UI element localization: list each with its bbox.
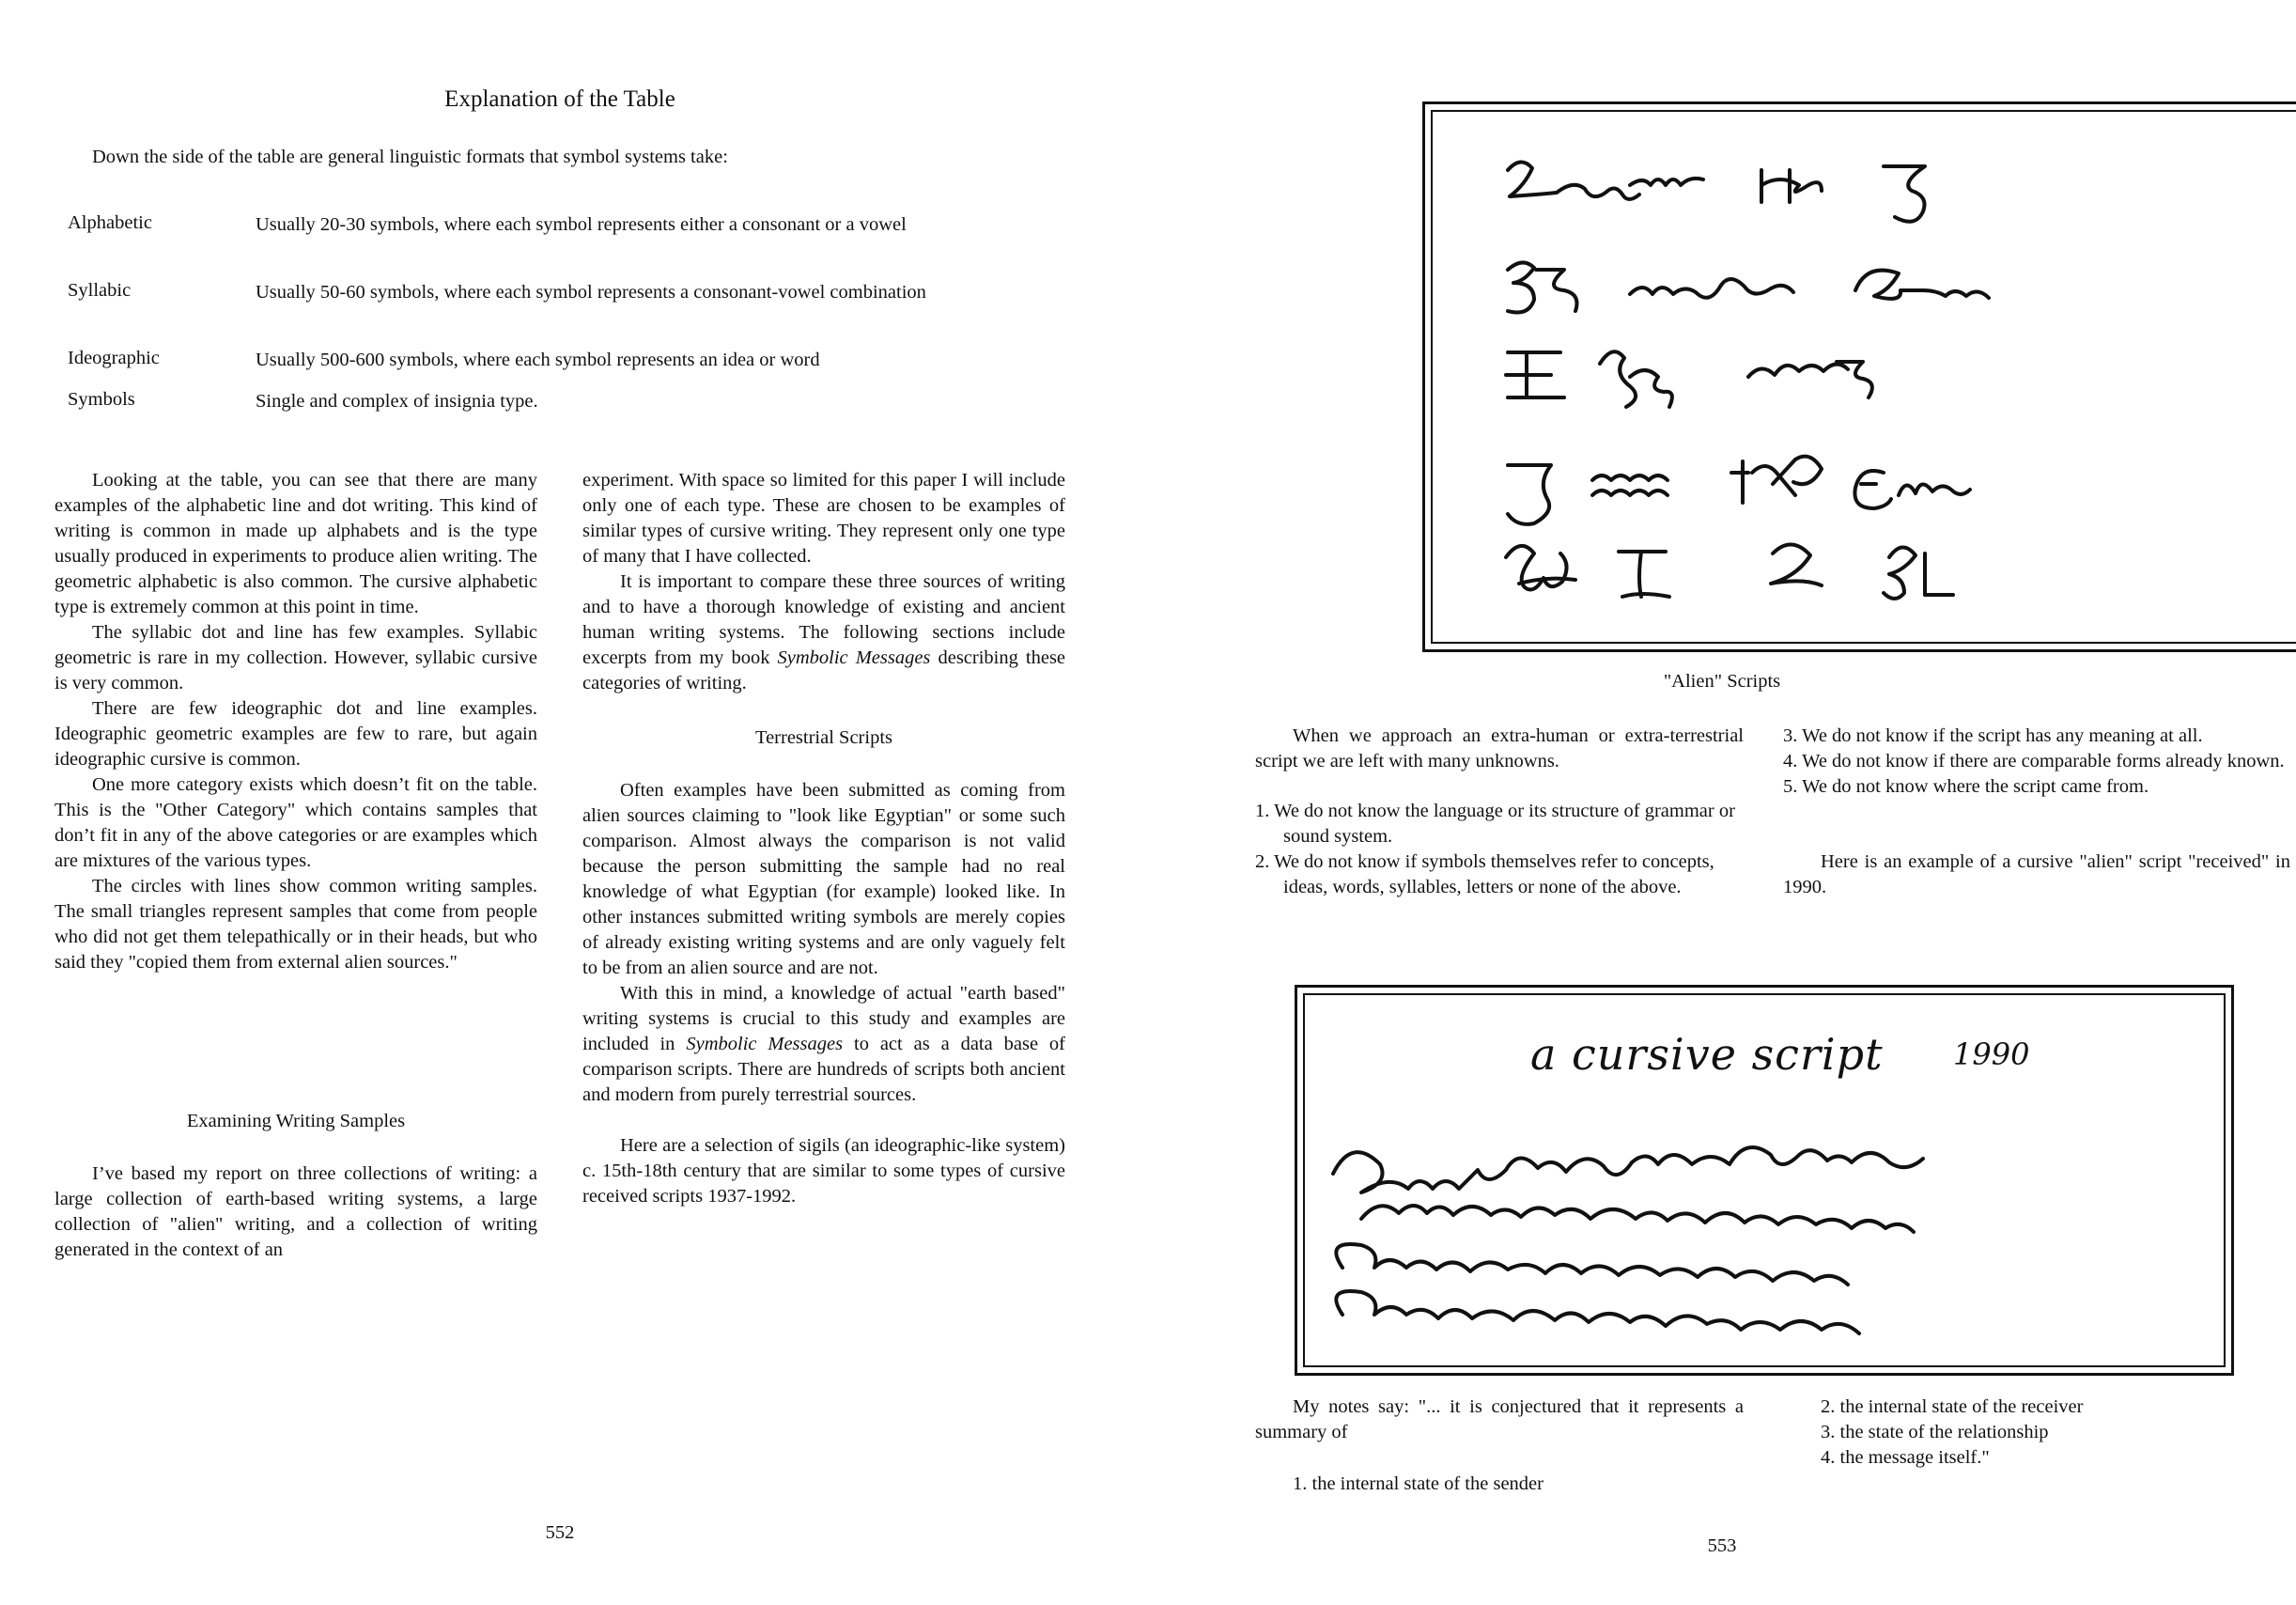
paragraph: My notes say: "... it is conjectured that it represents a summary of [1255, 1396, 1744, 1442]
book-title: Symbolic Messages [777, 647, 931, 668]
paragraph: There are few ideographic dot and line examples. Ideographic geometric examples are few to rare, but again ideographic cursive is common. [54, 698, 537, 770]
right-column-lower [582, 778, 1065, 1209]
page-title: Explanation of the Table [444, 86, 675, 112]
format-term-syllabic: Syllabic [68, 280, 132, 301]
list-item: 2. We do not know if symbols themselves refer to concepts, ideas, words, syllables, letters or none of the above. [1255, 851, 1714, 897]
format-term-symbols: Symbols [68, 389, 135, 410]
list-item: 2. the internal state of the receiver [1821, 1396, 2084, 1417]
page-number: 553 [1707, 1535, 1737, 1556]
notes-list-a [1293, 1472, 1744, 1497]
figure-inner-border [1431, 110, 2296, 644]
section-heading-examining: Examining Writing Samples [186, 1111, 406, 1131]
unknowns-list-a [1255, 799, 1744, 900]
notes-intro [1255, 1395, 1744, 1445]
paragraph: Looking at the table, you can see that there are many examples of the alphabetic line and dot writing. This kind of writing is common in made up alphabets and is the type usually produced in experiments to produce alien writing. The geometric alphabetic is also common. The cursive alphabetic type is extremely common at this point in time. [54, 470, 537, 617]
handwritten-scribbles [1305, 995, 2229, 1371]
list-item: 3. We do not know if the script has any meaning at all. [1783, 725, 2203, 746]
paragraph: The circles with lines show common writing samples. The small triangles represent samples that come from people who did not get them telepathically or in their heads, but who said they "copied them from external alien sources." [54, 876, 537, 973]
format-def-syllabic: Usually 50-60 symbols, where each symbol represents a consonant-vowel combination [256, 282, 926, 303]
page-number: 552 [545, 1522, 575, 1543]
handwritten-year: 1990 [1953, 1036, 2030, 1072]
format-def-ideographic: Usually 500-600 symbols, where each symbol represents an idea or word [256, 350, 820, 370]
left-column-final [54, 1161, 537, 1263]
list-item: 4. We do not know if there are comparable forms already known. [1783, 751, 2285, 771]
right-page [1148, 0, 2296, 1605]
paragraph: Here are a selection of sigils (an ideographic-like system) c. 15th-18th century that are similar to some types of cursive received scripts 1937-1992. [582, 1135, 1065, 1207]
right-column [582, 468, 1065, 696]
paragraph: experiment. With space so limited for this paper I will include only one of each type. These are chosen to be examples of similar types of cursive writing. They represent only one type of many that I have collected. [582, 470, 1065, 567]
handwritten-label: a cursive script [1530, 1029, 1884, 1080]
unknowns-list-b [1783, 724, 2290, 800]
paragraph: The syllabic dot and line has few examples. Syllabic geometric is rare in my collection. However, syllabic cursive is very common. [54, 622, 537, 693]
format-definition-list [68, 212, 1007, 419]
list-item: 1. We do not know the language or its structure of grammar or sound system. [1255, 801, 1735, 847]
list-item: 5. We do not know where the script came from. [1783, 776, 2149, 797]
list-item: 3. the state of the relationship [1821, 1422, 2049, 1442]
example-text [1783, 849, 2290, 900]
list-item: 1. the internal state of the sender [1293, 1473, 1544, 1494]
alien-script-glyphs [1433, 112, 2296, 647]
format-term-alphabetic: Alphabetic [68, 212, 152, 233]
paragraph: I’ve based my report on three collections of writing: a large collection of earth-based writing systems, a large collection of "alien" writing, and a collection of writing generated in the context of an [54, 1163, 537, 1260]
paragraph: One more category exists which doesn’t fit on the table. This is the "Other Category" which contains samples that don’t fit in any of the above categories or are examples which are mixtures of the various types. [54, 774, 537, 871]
alien-scripts-figure [1422, 101, 2296, 652]
paragraph: With this in mind, a knowledge of actual "earth based" writing systems is crucial to this study and examples are included in Symbolic Messages to act as a data base of comparison scripts. There are hundreds of scripts both ancient and modern from purely terrestrial sources. [582, 983, 1066, 1105]
notes-list-b [1821, 1395, 2290, 1471]
paragraph: When we approach an extra-human or extra-terrestrial script we are left with many unknowns. [1255, 725, 1744, 771]
paragraph: Here is an example of a cursive "alien" script "received" in 1990. [1783, 851, 2290, 897]
intro-text: Down the side of the table are general linguistic formats that symbol systems take: [92, 147, 728, 167]
unknowns-intro [1255, 724, 1744, 774]
figure-inner-border [1303, 993, 2226, 1367]
book-title: Symbolic Messages [686, 1034, 844, 1054]
paragraph: It is important to compare these three sources of writing and to have a thorough knowledge of existing and ancient human writing systems. The following sections include excerpts from my book Symbolic Messages describing these categories of writing. [582, 571, 1066, 693]
section-heading-terrestrial: Terrestrial Scripts [754, 727, 892, 748]
left-column [54, 468, 537, 975]
format-def-symbols: Single and complex of insignia type. [256, 391, 538, 412]
format-term-ideographic: Ideographic [68, 348, 160, 368]
cursive-script-figure [1295, 985, 2234, 1376]
figure1-caption: "Alien" Scripts [1663, 671, 1781, 692]
format-def-alphabetic: Usually 20-30 symbols, where each symbol represents either a consonant or a vowel [256, 214, 907, 235]
list-item: 4. the message itself." [1821, 1447, 1990, 1468]
paragraph: Often examples have been submitted as coming from alien sources claiming to "look like Egyptian" or some such comparison. Almost always the comparison is not valid because the person submitting the sample had no real knowledge of what Egyptian (for example) looked like. In other instances submitted writing symbols are merely copies of already existing writing systems and are only vaguely felt to be from an alien source and are not. [582, 780, 1065, 978]
